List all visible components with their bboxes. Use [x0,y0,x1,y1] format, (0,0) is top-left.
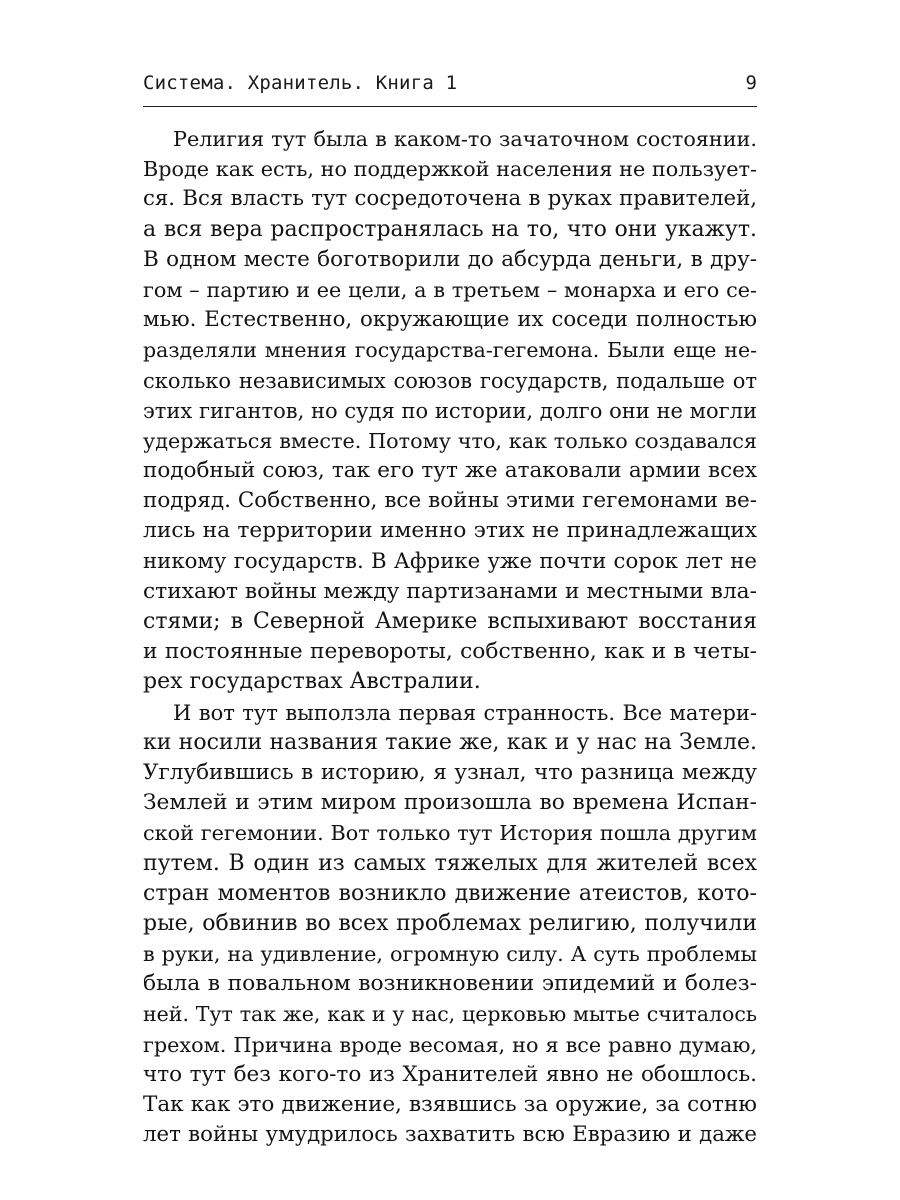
text-line: что тут без кого-то из Хранителей явно не обошлось. [143,1061,757,1087]
text-line: ней. Тут так же, как и у нас, церковью мытье считалось [143,1002,757,1027]
running-title: Система. Хранитель. Книга 1 [143,72,458,94]
text-line: а вся вера распространялась на то, что они укажут. [143,216,757,242]
text-line: гом – партию и ее цели, а в третьем – монарха и его се- [143,277,757,302]
running-header [143,70,757,104]
text-line: лись на территории именно этих не принадлежащих [143,518,757,544]
text-line: подобный союз, так его тут же атаковали армии всех [143,458,757,484]
text-line: И вот тут выползла первая странность. Все матери- [173,700,757,725]
text-line: была в повальном возникновении эпидемий и болез- [143,971,757,997]
text-line: сколько независимых союзов государств, подальше от [143,368,757,393]
text-line: стями; в Северной Америке вспыхивают восстания [143,609,757,634]
text-line: разделяли мнения государства-гегемона. Были еще не- [143,338,757,363]
text-line: подряд. Собственно, все войны этими гегемонами ве- [143,488,757,514]
text-line: стран моментов возникло движение атеистов, кото- [143,880,757,906]
text-line: удержаться вместе. Потому что, как только создавался [143,428,757,453]
text-line: Углубившись в историю, я узнал, что разница между [143,759,757,785]
text-line: Землей и этим миром произошла во времена Испан- [143,790,757,816]
page-number: 9 [745,72,757,94]
text-line: и постоянные перевороты, собственно, как и в четы- [143,639,757,665]
text-line: этих гигантов, но судя по истории, долго они не могли [143,398,757,423]
text-line: Так как это движение, взявшись за оружие, за сотню [143,1092,757,1117]
text-line: В одном месте боготворили до абсурда деньги, в дру- [143,246,757,272]
text-line: путем. В один из самых тяжелых для жителей всех [143,850,757,876]
body-text [143,124,757,1150]
text-line: ся. Вся власть тут сосредоточена в руках правителей, [143,186,757,212]
text-line: мью. Естественно, окружающие их соседи полностью [143,307,757,333]
text-line: рые, обвинив во всех проблемах религию, получили [143,910,757,936]
text-line: лет войны умудрилось захватить всю Евразию и даже [143,1122,757,1148]
text-line: грехом. Причина вроде весомая, но я все равно думаю, [143,1032,757,1057]
text-line: рех государствах Австралии. [143,669,481,695]
text-line: ской гегемонии. Вот только тут История пошла другим [143,821,757,846]
header-rule [143,106,757,107]
text-line: никому государств. В Африке уже почти сорок лет не [143,548,757,574]
text-line: стихают войны между партизанами и местными вла- [143,578,757,604]
text-line: в руки, на удивление, огромную силу. А суть проблемы [143,942,757,967]
text-line: Религия тут была в каком-то зачаточном состоянии. [173,127,757,151]
text-line: ки носили названия такие же, как и у нас на Земле. [143,729,757,755]
text-line: Вроде как есть, но поддержкой населения не пользует- [143,157,757,182]
